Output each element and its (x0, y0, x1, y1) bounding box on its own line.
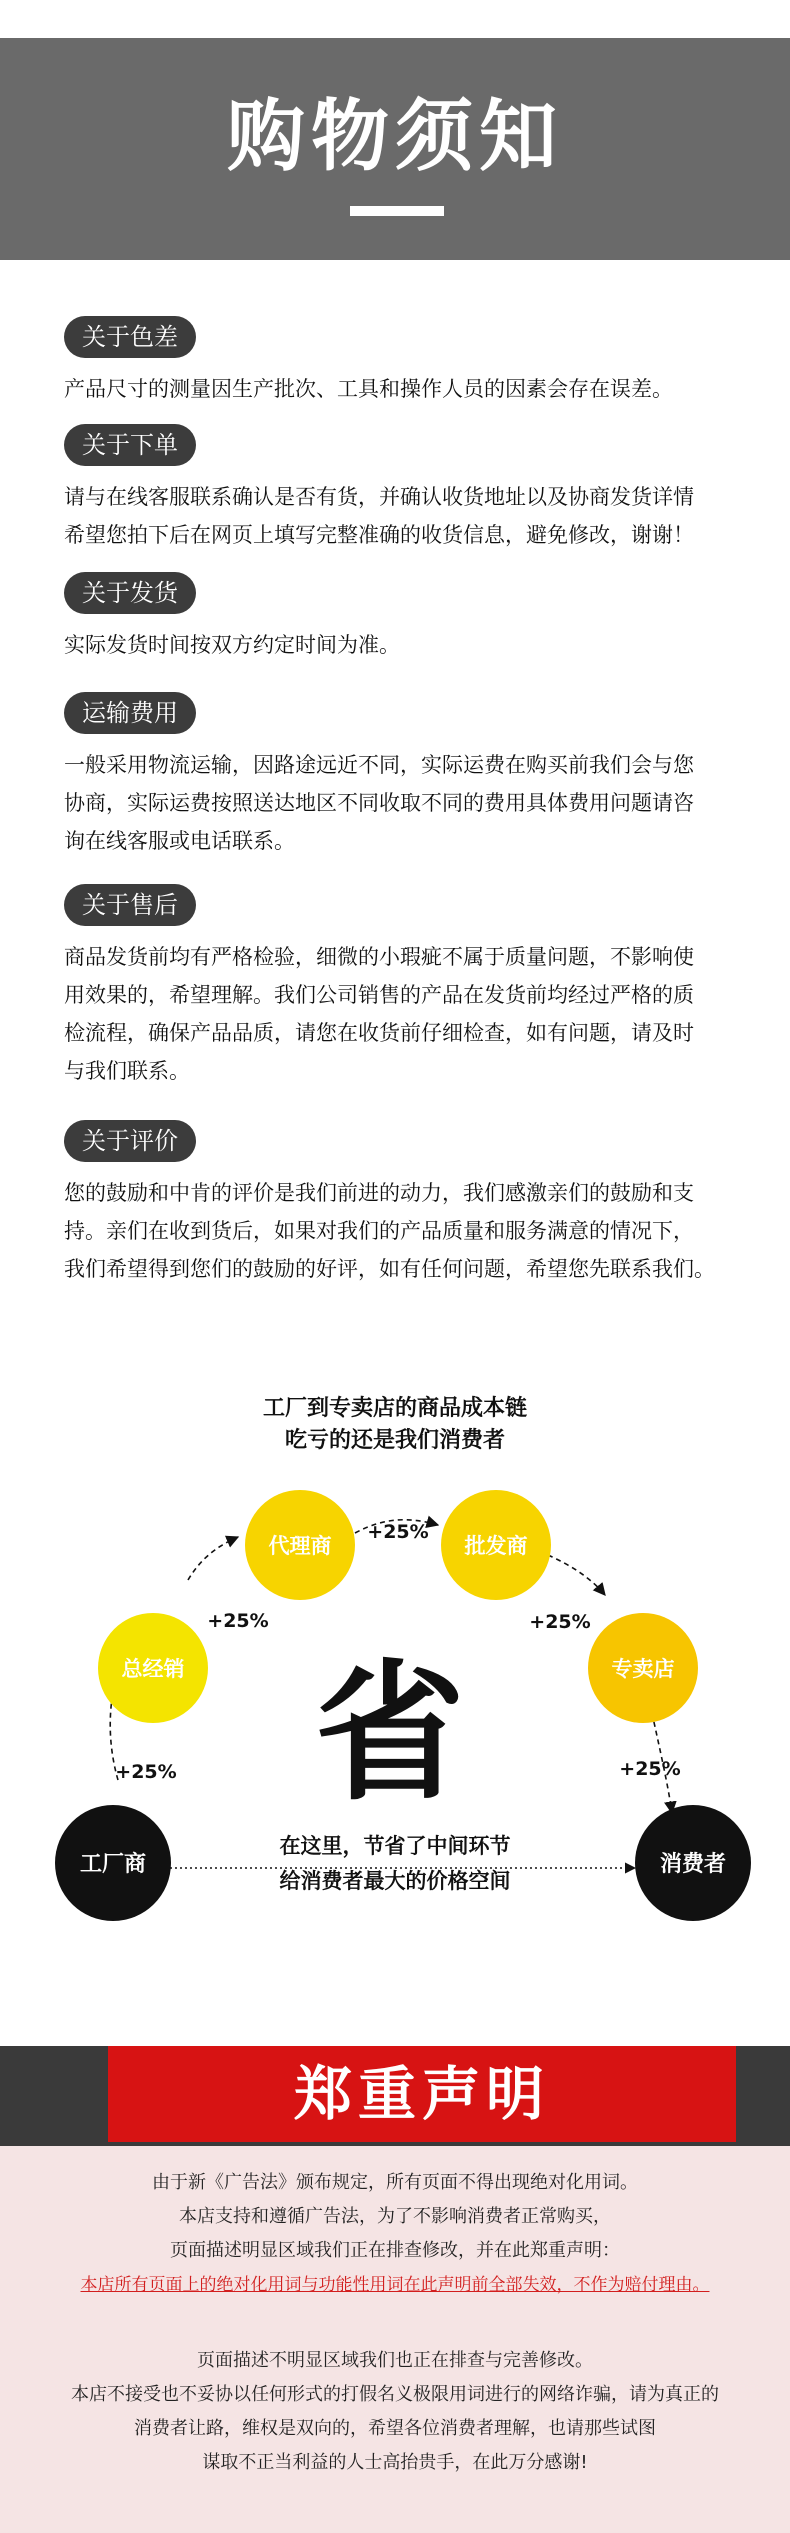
node-factory-label: 工厂商 (79, 1852, 147, 1877)
diagram-title-2: 吃亏的还是我们消费者 (284, 1428, 506, 1453)
section-text-reviews (64, 1174, 744, 1288)
text-line: 我们希望得到您们的鼓励的好评，如有任何问题，希望您先联系我们。 (64, 1257, 715, 1281)
text-line: 用效果的，希望理解。我们公司销售的产品在发货前均经过严格的质 (64, 983, 694, 1007)
section-badge-shipping: 关于发货 (64, 572, 196, 614)
markup-label: +25% (207, 1610, 269, 1632)
section-badge-freight: 运输费用 (64, 692, 196, 734)
text-line: 协商，实际运费按照送达地区不同收取不同的费用具体费用问题请咨 (64, 791, 694, 815)
arrow-distributor-agent (188, 1537, 238, 1580)
node-store-label: 专卖店 (611, 1657, 675, 1681)
declaration-line-1: 由于新《广告法》颁布规定，所有页面不得出现绝对化用词。 (152, 2172, 638, 2193)
text-line: 产品尺寸的测量因生产批次、工具和操作人员的因素会存在误差。 (64, 377, 673, 401)
declaration-line-3: 页面描述明显区域我们正在排查修改，并在此郑重声明： (170, 2240, 620, 2261)
markup-label: +25% (529, 1611, 591, 1633)
cost-chain-diagram (0, 1385, 790, 1945)
node-distributor-label: 总经销 (121, 1657, 185, 1681)
section-badge-order: 关于下单 (64, 424, 196, 466)
section-text-shipping (64, 626, 744, 664)
text-line: 检流程，确保产品品质，请您在收货前仔细检查，如有问题，请及时 (64, 1021, 694, 1045)
declaration-line-2: 本店支持和遵循广告法，为了不影响消费者正常购买， (179, 2206, 611, 2227)
text-line: 实际发货时间按双方约定时间为准。 (64, 633, 400, 657)
diagram-bottom-line-1: 在这里，节省了中间环节 (279, 1834, 511, 1858)
header-banner (0, 38, 790, 260)
declaration-title: 郑重声明 (293, 2060, 550, 2128)
declaration-line-6: 本店不接受也不妥协以任何形式的打假名义极限用词进行的网络诈骗，请为真正的 (71, 2384, 719, 2405)
text-line: 与我们联系。 (64, 1059, 190, 1083)
node-agent-label: 代理商 (268, 1534, 332, 1558)
markup-label: +25% (619, 1758, 681, 1780)
title-underline (350, 206, 444, 216)
text-line: 希望您拍下后在网页上填写完整准确的收货信息，避免修改，谢谢！ (64, 523, 694, 547)
markup-label: +25% (367, 1521, 429, 1543)
node-wholesaler-label: 批发商 (464, 1534, 528, 1558)
section-badge-reviews: 关于评价 (64, 1120, 196, 1162)
text-line: 商品发货前均有严格检验，细微的小瑕疵不属于质量问题，不影响使 (64, 945, 694, 969)
declaration-line-4: 本店所有页面上的绝对化用词与功能性用词在此声明前全部失效，不作为赔付理由。 (80, 2275, 710, 2295)
markup-label: +25% (115, 1761, 177, 1783)
declaration-line-8: 谋取不正当利益的人士高抬贵手，在此万分感谢! (202, 2452, 588, 2473)
section-badge-aftersales: 关于售后 (64, 884, 196, 926)
arrow-wholesaler-store (548, 1555, 605, 1595)
diagram-title-1: 工厂到专卖店的商品成本链 (262, 1396, 528, 1421)
declaration-line-7: 消费者让路，维权是双向的，希望各位消费者理解，也请那些试图 (134, 2418, 656, 2439)
text-line: 请与在线客服联系确认是否有货，并确认收货地址以及协商发货详情 (64, 485, 694, 509)
section-text-freight (64, 746, 744, 860)
section-text-aftersales (64, 938, 744, 1090)
text-line: 持。亲们在收到货后，如果对我们的产品质量和服务满意的情况下， (64, 1219, 694, 1243)
cost-chain-svg (0, 1385, 790, 1945)
section-text-color (64, 370, 744, 408)
diagram-bottom-line-2: 给消费者最大的价格空间 (279, 1869, 511, 1893)
node-consumer-label: 消费者 (659, 1852, 727, 1877)
text-line: 您的鼓励和中肯的评价是我们前进的动力，我们感激亲们的鼓励和支 (64, 1181, 694, 1205)
big-save-char: 省 (314, 1647, 466, 1821)
page-title: 购物须知 (226, 92, 563, 182)
section-badge-color: 关于色差 (64, 316, 196, 358)
declaration-line-5: 页面描述不明显区域我们也正在排查与完善修改。 (197, 2350, 593, 2371)
text-line: 一般采用物流运输，因路途远近不同，实际运费在购买前我们会与您 (64, 753, 694, 777)
declaration-section (0, 2046, 790, 2533)
text-line: 询在线客服或电话联系。 (64, 829, 295, 853)
section-text-order (64, 478, 744, 554)
